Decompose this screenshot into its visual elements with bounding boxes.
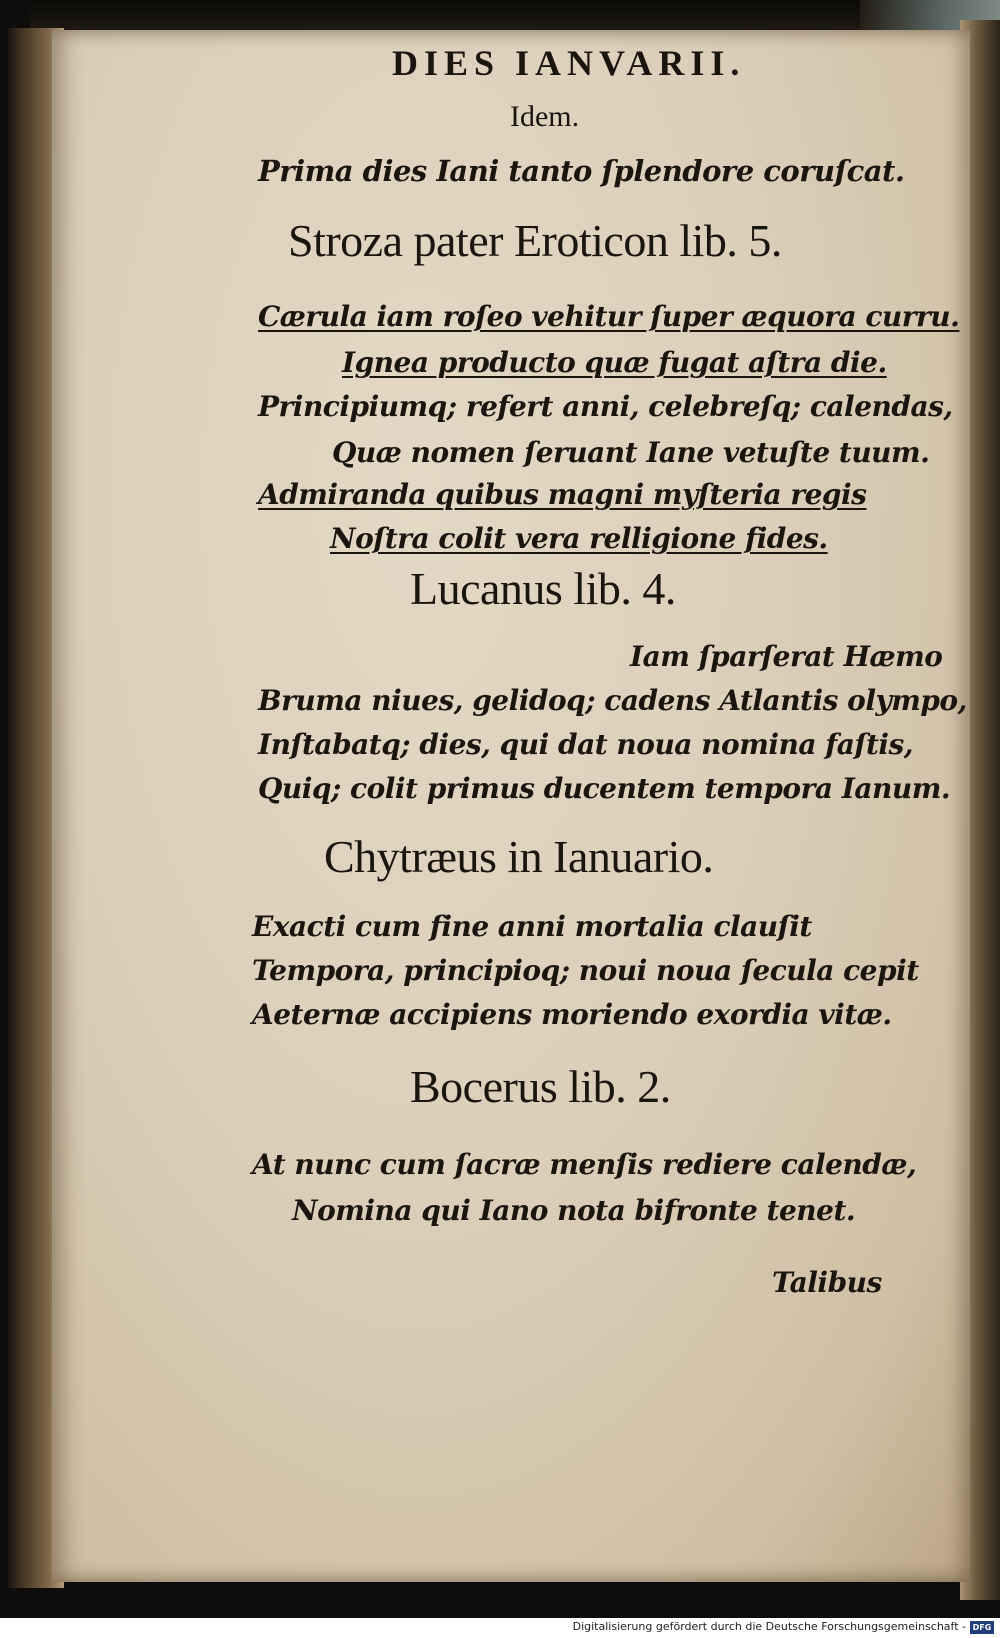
running-head: DIES IANVARII. <box>392 43 746 83</box>
section-heading-lucanus: Lucanus lib. 4. <box>410 563 676 614</box>
verse-line: Quæ nomen ſeruant Iane vetuſte tuum. <box>332 436 930 469</box>
section-heading-bocerus: Bocerus lib. 2. <box>410 1061 671 1112</box>
verse-line: Nomina qui Iano nota bifronte tenet. <box>292 1194 856 1227</box>
verse-line: At nunc cum ſacræ menſis rediere calendæ, <box>252 1148 917 1181</box>
section-heading-stroza: Stroza pater Eroticon lib. 5. <box>288 215 782 266</box>
verse-line: Prima dies Iani tanto ſplendore coruſcat. <box>258 154 905 188</box>
dfg-logo-icon: DFG <box>970 1621 994 1634</box>
book-top-edge <box>30 0 1000 32</box>
idem-label: Idem. <box>510 100 580 133</box>
verse-line: Bruma niues, gelidoq; cadens Atlantis olympo, <box>258 684 967 717</box>
book-page <box>52 30 970 1582</box>
verse-line: Cærula iam roſeo vehitur ſuper æquora curru. <box>258 300 960 333</box>
verse-line: Ignea producto quæ fugat aſtra die. <box>342 346 887 379</box>
section-heading-chytraeus: Chytræus in Ianuario. <box>324 831 714 882</box>
verse-line: Principiumq; refert anni, celebreſq; calendas, <box>258 390 953 423</box>
verse-line: Inſtabatq; dies, qui dat noua nomina faſtis, <box>258 728 914 761</box>
verse-line: Iam ſparſerat Hæmo <box>630 640 943 673</box>
digitization-credit: Digitalisierung gefördert durch die Deutsche Forschungsgemeinschaft - <box>572 1620 966 1633</box>
verse-line: Admiranda quibus magni myſteria regis <box>258 478 867 511</box>
verse-line: Quiq; colit primus ducentem tempora Ianum. <box>258 772 951 805</box>
verse-line: Noſtra colit vera relligione fides. <box>330 522 828 555</box>
verse-line: Tempora, principioq; noui noua ſecula cepit <box>252 954 919 987</box>
verse-line: Aeternæ accipiens moriendo exordia vitæ. <box>252 998 892 1031</box>
catchword: Talibus <box>772 1266 882 1299</box>
verse-line: Exacti cum fine anni mortalia clauſit <box>252 910 812 943</box>
digitization-footer <box>0 1618 1000 1638</box>
